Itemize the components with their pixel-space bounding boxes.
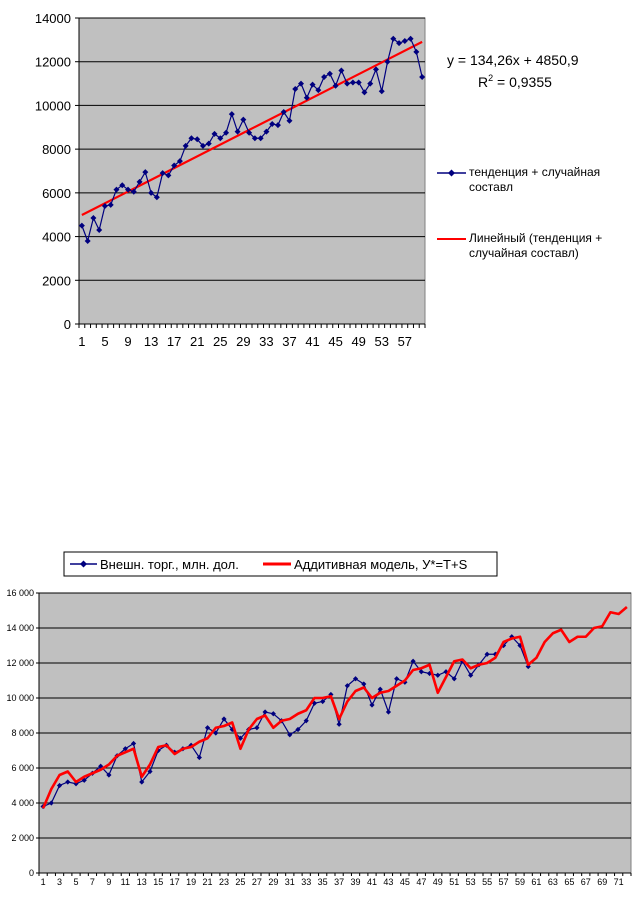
y-tick-label: 2 000 — [11, 833, 34, 843]
x-tick-label: 25 — [235, 877, 246, 887]
x-tick-label: 65 — [564, 877, 575, 887]
x-tick-label: 45 — [328, 334, 343, 349]
legend-series-marker — [448, 170, 455, 177]
x-tick-label: 57 — [397, 334, 413, 349]
y-tick-label: 14000 — [34, 11, 71, 26]
x-tick-label: 33 — [301, 877, 312, 887]
x-tick-label: 17 — [166, 334, 182, 349]
x-tick-label: 49 — [432, 877, 443, 887]
x-tick-label: 37 — [282, 334, 297, 349]
x-tick-label: 29 — [236, 334, 251, 349]
x-tick-label: 61 — [531, 877, 542, 887]
x-tick-label: 67 — [580, 877, 591, 887]
x-tick-label: 53 — [374, 334, 389, 349]
y-tick-label: 10000 — [34, 98, 71, 114]
x-tick-label: 19 — [186, 877, 197, 887]
x-tick-label: 39 — [350, 877, 361, 887]
x-tick-label: 37 — [334, 877, 345, 887]
x-tick-label: 9 — [106, 877, 112, 887]
chart-trend-regression — [0, 0, 642, 370]
y-tick-label: 16 000 — [6, 588, 34, 598]
y-tick-label: 0 — [28, 868, 34, 878]
x-tick-label: 51 — [449, 877, 460, 887]
y-tick-label: 12 000 — [6, 658, 34, 668]
x-tick-label: 55 — [482, 877, 493, 887]
legend-trade-label: Внешн. торг., млн. дол. — [100, 557, 239, 572]
chart-additive-model — [0, 540, 642, 900]
y-tick-label: 8000 — [42, 142, 71, 158]
x-tick-label: 41 — [366, 877, 378, 887]
x-tick-label: 43 — [383, 877, 394, 887]
x-tick-label: 23 — [218, 877, 230, 887]
x-tick-label: 33 — [259, 334, 274, 349]
legend-series-label-1: тенденция + случайная — [469, 165, 601, 179]
y-tick-label: 6000 — [42, 185, 71, 201]
x-tick-label: 9 — [124, 334, 132, 349]
x-tick-label: 27 — [251, 877, 262, 887]
x-tick-label: 45 — [399, 877, 410, 887]
x-tick-label: 25 — [213, 334, 228, 349]
x-tick-label: 17 — [169, 877, 180, 887]
legend-trend-label-1: Линейный (тенденция + — [469, 231, 603, 245]
legend-trend-label-2: случайная составл) — [469, 246, 579, 260]
x-tick-label: 21 — [202, 877, 213, 887]
x-tick-label: 57 — [498, 877, 509, 887]
x-tick-label: 1 — [78, 334, 86, 349]
equation-text: y = 134,26x + 4850,9 — [447, 52, 579, 68]
y-tick-label: 8 000 — [11, 728, 34, 738]
y-tick-label: 4 000 — [11, 798, 34, 808]
x-tick-label: 13 — [136, 877, 147, 887]
x-tick-label: 35 — [317, 877, 328, 887]
legend-series-label-2: составл — [469, 180, 513, 194]
y-tick-label: 10 000 — [6, 693, 34, 703]
x-tick-label: 69 — [597, 877, 608, 887]
x-tick-label: 7 — [89, 877, 95, 887]
y-tick-label: 12000 — [34, 54, 71, 70]
x-tick-label: 29 — [268, 877, 279, 887]
r-squared-text: $R^2 = 0,9355$ — [478, 73, 552, 90]
y-tick-label: 4000 — [42, 229, 71, 245]
x-tick-label: 13 — [143, 334, 159, 349]
x-tick-label: 5 — [101, 334, 109, 349]
x-tick-label: 41 — [305, 334, 320, 349]
x-tick-label: 47 — [416, 877, 427, 887]
x-tick-label: 31 — [284, 877, 295, 887]
x-tick-label: 3 — [57, 877, 63, 887]
y-tick-label: 2000 — [42, 273, 71, 289]
y-tick-label: 14 000 — [6, 623, 34, 633]
x-tick-label: 21 — [189, 334, 205, 349]
plot-area — [79, 18, 425, 324]
y-tick-label: 6 000 — [11, 763, 34, 773]
x-tick-label: 15 — [153, 877, 164, 887]
x-tick-label: 59 — [514, 877, 526, 887]
x-tick-label: 5 — [73, 877, 79, 887]
x-tick-label: 53 — [465, 877, 476, 887]
legend-model-label: Аддитивная модель, У*=T+S — [294, 557, 468, 572]
x-tick-label: 63 — [547, 877, 558, 887]
y-tick-label: 0 — [63, 317, 71, 332]
x-tick-label: 49 — [351, 334, 366, 349]
legend-1 — [437, 165, 602, 260]
x-tick-label: 11 — [120, 877, 131, 887]
x-tick-label: 1 — [40, 877, 46, 887]
regression-equation — [447, 52, 579, 90]
x-tick-label: 71 — [613, 877, 624, 887]
